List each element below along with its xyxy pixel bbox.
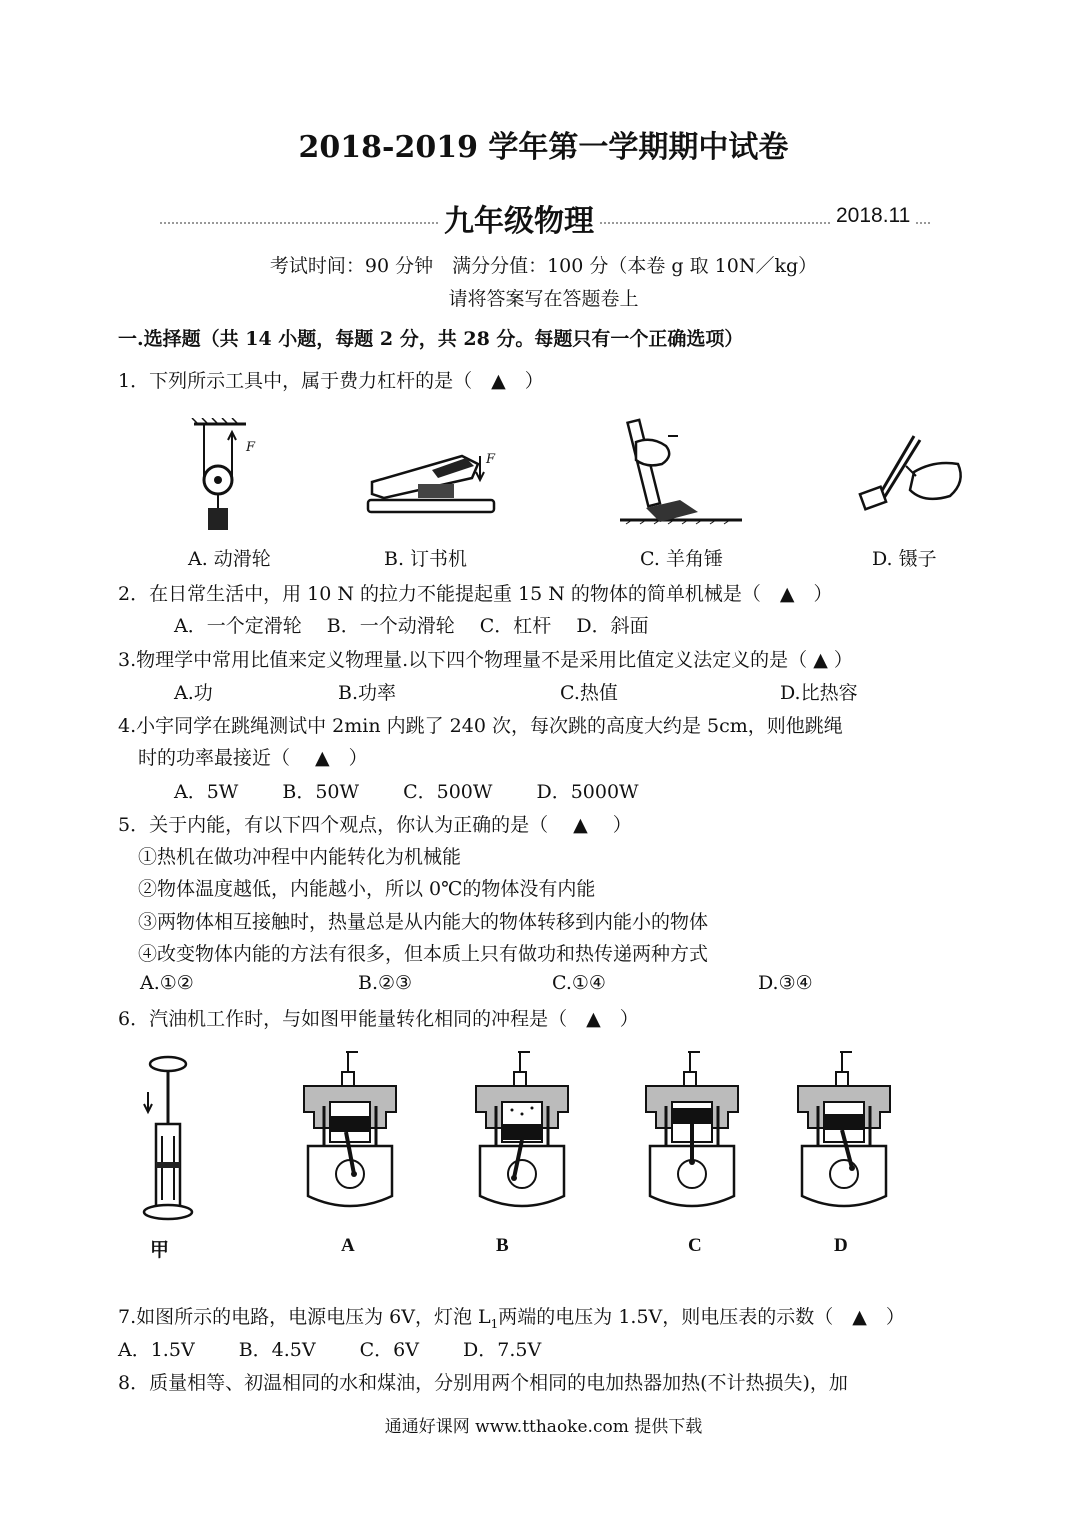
- q3-option-d: D.比热容: [780, 682, 858, 704]
- q6-figure-engine-d: [790, 1050, 898, 1212]
- q6-figure-air-pump: [138, 1054, 208, 1224]
- q7-options: A．1.5V B．4.5V C．6V D．7.5V: [118, 1339, 542, 1361]
- q3-stem: 3.物理学中常用比值来定义物理量.以下四个物理量不是采用比值定义法定义的是（ ▲ ）: [118, 649, 853, 671]
- q3-option-c: C.热值: [560, 682, 618, 704]
- q1-stem: 1．下列所示工具中，属于费力杠杆的是（ ▲ ）: [118, 370, 544, 392]
- q5-option-b: B.②③: [358, 972, 413, 994]
- q8-stem: 8．质量相等、初温相同的水和煤油，分别用两个相同的电加热器加热(不计热损失)，加: [118, 1372, 848, 1394]
- q6-label-c: C: [688, 1235, 702, 1256]
- exam-date: 2018.11: [832, 204, 914, 228]
- q6-stem: 6．汽油机工作时，与如图甲能量转化相同的冲程是（ ▲ ）: [118, 1008, 639, 1030]
- q3-option-a: A.功: [174, 682, 213, 704]
- exam-info: 考试时间：90 分钟 满分分值：100 分（本卷 g 取 10N／kg）: [269, 255, 818, 277]
- q1-figure-stapler: [362, 448, 502, 518]
- exam-subtitle: 九年级物理: [438, 196, 600, 240]
- q4-options: A．5W B．50W C．500W D．5000W: [174, 781, 639, 803]
- q1-option-c: C. 羊角锤: [640, 548, 723, 570]
- q4-stem-line2: 时的功率最接近（ ▲ ）: [138, 747, 368, 769]
- q5-option-c: C.①④: [552, 972, 606, 994]
- q2-options: A．一个定滑轮 B．一个动滑轮 C．杠杆 D．斜面: [174, 615, 649, 637]
- q2-stem: 2．在日常生活中，用 10 N 的拉力不能提起重 15 N 的物体的简单机械是（ ▲ ）: [118, 583, 833, 605]
- q6-figure-engine-c: [638, 1050, 746, 1212]
- q4-stem-line1: 4.小宇同学在跳绳测试中 2min 内跳了 240 次，每次跳的高度大约是 5cm，则他跳绳: [118, 715, 843, 737]
- q1-figure-claw-hammer: [616, 416, 746, 534]
- page-footer: 通通好课网 www.tthaoke.com 提供下载: [384, 1417, 703, 1437]
- q1-option-b: B. 订书机: [384, 548, 468, 570]
- q1-option-a: A. 动滑轮: [188, 548, 271, 570]
- q5-stem: 5．关于内能，有以下四个观点，你认为正确的是（ ▲ ）: [118, 814, 632, 836]
- subtitle-row: [160, 196, 930, 239]
- q5-statement: ②物体温度越低，内能越小，所以 0℃的物体没有内能: [138, 878, 596, 900]
- q3-option-b: B.功率: [338, 682, 397, 704]
- q6-label-a: A: [341, 1235, 355, 1256]
- exam-title: 2018-2019 学年第一学期期中试卷: [298, 130, 789, 165]
- q5-statement: ①热机在做功冲程中内能转化为机械能: [138, 846, 462, 868]
- q1-figure-tweezers: [856, 432, 968, 522]
- q5-option-a: A.①②: [140, 972, 194, 994]
- q7-stem: 7.如图所示的电路，电源电压为 6V，灯泡 $L_1$两端的电压为 1.5V，则电压表的示数（ ▲ ）: [118, 1306, 905, 1331]
- q6-label-jia: 甲: [150, 1240, 170, 1261]
- section-heading: 一.选择题（共 14 小题，每题 2 分，共 28 分。每题只有一个正确选项）: [118, 328, 744, 350]
- q6-figure-engine-b: [468, 1050, 576, 1212]
- q6-label-b: B: [496, 1235, 509, 1256]
- q5-statement: ④改变物体内能的方法有很多，但本质上只有做功和热传递两种方式: [138, 943, 709, 965]
- force-label: F: [486, 452, 496, 467]
- q1-figure-pulley: [188, 418, 268, 534]
- q6-label-d: D: [834, 1235, 848, 1256]
- q5-statement: ③两物体相互接触时，热量总是从内能大的物体转移到内能小的物体: [138, 911, 709, 933]
- q5-option-d: D.③④: [758, 972, 813, 994]
- force-label: F: [246, 440, 256, 455]
- q1-option-d: D. 镊子: [872, 548, 937, 570]
- exam-instruction: 请将答案写在答题卷上: [448, 288, 639, 310]
- q6-figure-engine-a: [296, 1050, 404, 1212]
